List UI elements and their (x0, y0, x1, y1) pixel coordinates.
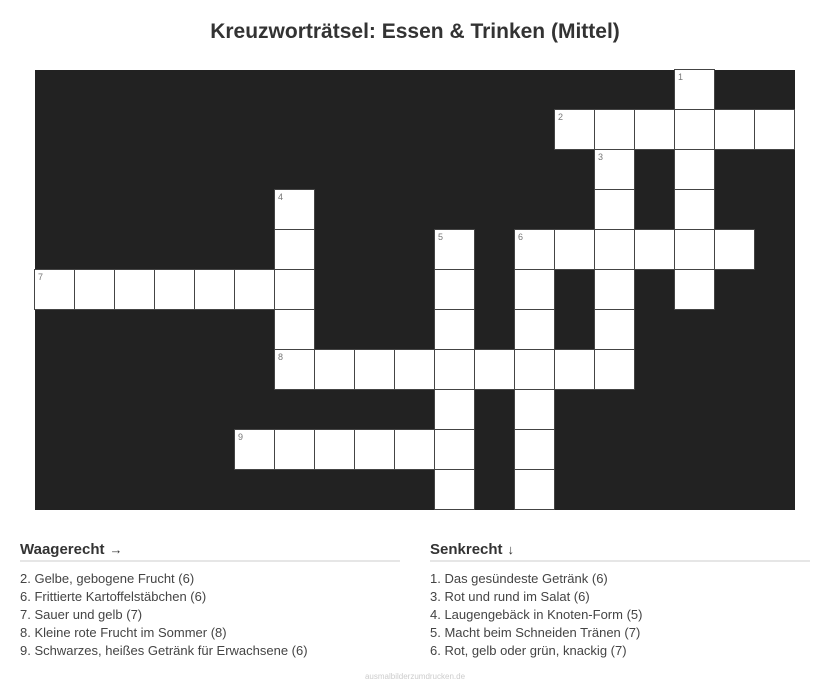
grid-cell[interactable] (274, 189, 315, 230)
grid-cell[interactable] (274, 229, 315, 270)
grid-cell[interactable] (514, 269, 555, 310)
grid-cell[interactable] (434, 389, 475, 430)
grid-cell[interactable] (434, 309, 475, 350)
grid-cell[interactable] (594, 269, 635, 310)
grid-cell[interactable] (714, 109, 755, 150)
grid-cell[interactable] (674, 189, 715, 230)
grid-cell[interactable] (354, 429, 395, 470)
grid-cell[interactable] (554, 229, 595, 270)
grid-cell[interactable] (634, 229, 675, 270)
clue-across: 8. Kleine rote Frucht im Sommer (8) (20, 625, 227, 640)
grid-cell[interactable] (594, 189, 635, 230)
grid-cell[interactable] (234, 269, 275, 310)
grid-cell[interactable] (514, 229, 555, 270)
grid-cell[interactable] (514, 389, 555, 430)
grid-cell[interactable] (274, 429, 315, 470)
grid-cell[interactable] (674, 109, 715, 150)
grid-cell[interactable] (314, 349, 355, 390)
clue-number: 4 (278, 192, 284, 202)
grid-cell[interactable] (274, 309, 315, 350)
clue-down: 5. Macht beim Schneiden Tränen (7) (430, 625, 641, 640)
grid-cell[interactable] (514, 469, 555, 510)
grid-cell[interactable] (274, 349, 315, 390)
grid-cell[interactable] (34, 269, 75, 310)
grid-cell[interactable] (354, 349, 395, 390)
clue-down: 1. Das gesündeste Getränk (6) (430, 571, 608, 586)
clue-number: 6 (518, 232, 524, 242)
clue-across: 2. Gelbe, gebogene Frucht (6) (20, 571, 195, 586)
grid-cell[interactable] (114, 269, 155, 310)
grid-cell[interactable] (514, 429, 555, 470)
grid-cell[interactable] (154, 269, 195, 310)
clue-number: 1 (678, 72, 684, 82)
clue-number: 8 (278, 352, 284, 362)
clue-down: 6. Rot, gelb oder grün, knackig (7) (430, 643, 627, 658)
grid-cell[interactable] (594, 309, 635, 350)
grid-cell[interactable] (674, 149, 715, 190)
clue-number: 9 (238, 432, 244, 442)
grid-cell[interactable] (594, 229, 635, 270)
clue-down: 4. Laugengebäck in Knoten-Form (5) (430, 607, 643, 622)
grid-cell[interactable] (714, 229, 755, 270)
grid-cell[interactable] (394, 349, 435, 390)
grid-cell[interactable] (674, 229, 715, 270)
clue-down: 3. Rot und rund im Salat (6) (430, 589, 590, 604)
grid-cell[interactable] (194, 269, 235, 310)
clue-number: 2 (558, 112, 564, 122)
clue-number: 3 (598, 152, 604, 162)
grid-cell[interactable] (394, 429, 435, 470)
clue-number: 5 (438, 232, 444, 242)
grid-cell[interactable] (434, 229, 475, 270)
grid-cell[interactable] (514, 309, 555, 350)
grid-cell[interactable] (594, 149, 635, 190)
grid-cell[interactable] (674, 269, 715, 310)
grid-cell[interactable] (514, 349, 555, 390)
grid-cell[interactable] (434, 269, 475, 310)
across-heading: Waagerecht (20, 541, 105, 558)
across-clues (20, 541, 400, 660)
grid-cell[interactable] (234, 429, 275, 470)
grid-cell[interactable] (274, 269, 315, 310)
arrow-right-icon: → (109, 542, 123, 557)
grid-cell[interactable] (474, 349, 515, 390)
clue-across: 9. Schwarzes, heißes Getränk für Erwachsene (6) (20, 643, 308, 658)
crossword-grid (35, 70, 795, 510)
footer-credit: ausmalbilderzumdrucken.de (364, 672, 466, 681)
grid-cell[interactable] (554, 109, 595, 150)
page-title: Kreuzworträtsel: Essen & Trinken (Mittel) (210, 20, 620, 43)
grid-cell[interactable] (314, 429, 355, 470)
grid-cell[interactable] (634, 109, 675, 150)
clue-number: 7 (38, 272, 44, 282)
down-clues (430, 541, 810, 660)
grid-cell[interactable] (434, 429, 475, 470)
clue-across: 6. Frittierte Kartoffelstäbchen (6) (20, 589, 207, 604)
grid-cell[interactable] (74, 269, 115, 310)
grid-cell[interactable] (754, 109, 795, 150)
arrow-down-icon: ↓ (507, 542, 515, 557)
grid-cell[interactable] (594, 109, 635, 150)
grid-cell[interactable] (674, 69, 715, 110)
grid-cell[interactable] (434, 469, 475, 510)
down-heading: Senkrecht (430, 541, 503, 558)
clue-across: 7. Sauer und gelb (7) (20, 607, 143, 622)
grid-cell[interactable] (554, 349, 595, 390)
grid-cell[interactable] (594, 349, 635, 390)
grid-cell[interactable] (434, 349, 475, 390)
